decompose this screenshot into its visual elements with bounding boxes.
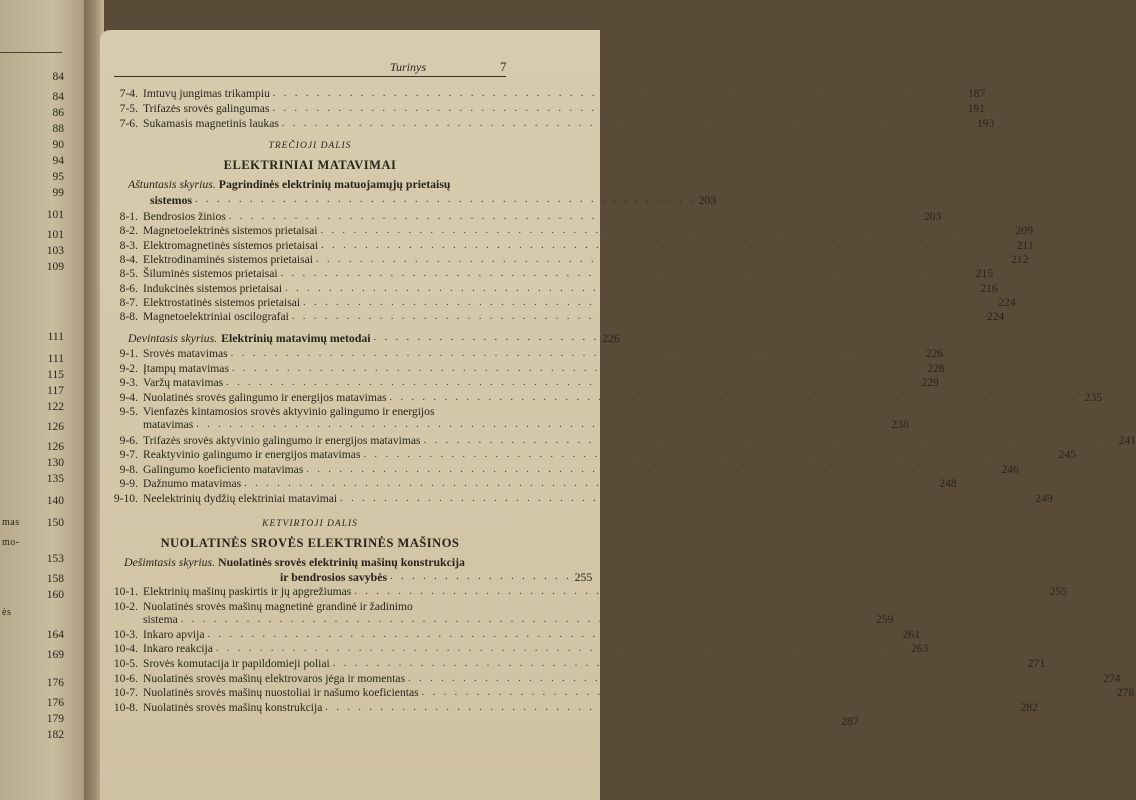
left-page-row (0, 628, 64, 642)
entry-title: Elektrodinaminės sistemos prietaisai (143, 252, 314, 266)
chapter8-title-line2: sistemos (150, 193, 192, 207)
entry-title: Varžų matavimas (143, 376, 224, 390)
leader-dots (321, 239, 1009, 253)
entry-number: 8-7. (119, 295, 138, 309)
entry-title-line2: sistema (143, 612, 178, 626)
left-page-row (0, 456, 64, 470)
toc-entry (100, 238, 1034, 253)
part4-title: NUOLATINĖS SROVĖS ELEKTRINĖS MAŠINOS (160, 536, 460, 550)
left-page-row (0, 90, 64, 104)
left-page-row (0, 170, 64, 184)
leader-dots (226, 376, 914, 390)
entry-page: 229 (921, 376, 939, 390)
left-page-number: 94 (52, 155, 64, 167)
toc-entry (100, 295, 1016, 310)
chapter8-heading-line2 (150, 193, 717, 207)
entry-page: 215 (975, 267, 994, 281)
left-page-row (0, 648, 64, 662)
chapter10-title-line1: Nuolatinės srovės elektrinių mašinų konstrukcija (218, 555, 465, 569)
left-page-row (0, 154, 64, 168)
leader-dots (316, 253, 1004, 267)
part4-label: KETVIRTOJI DALIS (262, 519, 358, 529)
toc-entry (100, 600, 506, 614)
chapter10-heading (124, 555, 465, 569)
toc-entry (100, 310, 1005, 324)
entry-number: 10-4. (113, 642, 138, 656)
toc-entry (100, 642, 929, 656)
entry-page: 193 (977, 117, 995, 130)
entry-title: Vienfazės kintamosios srovės aktyvinio galingumo ir energijos (143, 405, 435, 419)
part3-title: ELEKTRINIAI MATAVIMAI (223, 158, 397, 172)
leader-dots (273, 87, 961, 101)
entry-number: 8-4. (119, 252, 138, 266)
chapter9-title: Elektrinių matavimų metodai (221, 331, 371, 345)
toc-entry (100, 102, 985, 116)
toc-entry (100, 347, 944, 361)
leader-dots (272, 102, 960, 116)
left-page-number: 109 (46, 261, 64, 273)
entry-title: Srovės komutacija ir papildomieji poliai (143, 657, 330, 670)
chapter8-title-line1: Pagrindinės elektrinių matuojamųjų prietaisų (218, 177, 451, 191)
entry-page: 282 (1020, 700, 1038, 714)
toc-entry (100, 462, 1019, 477)
leader-dots (303, 296, 991, 310)
left-page-number: 115 (47, 369, 64, 381)
entry-title-line2: matavimas (143, 418, 194, 432)
entry-page: 248 (939, 477, 957, 491)
entry-title: Neelektrinių dydžių elektriniai matavimai (143, 492, 338, 505)
entry-number: 9-7. (119, 448, 138, 462)
left-page-number: 111 (47, 331, 64, 343)
left-page-row (0, 472, 64, 486)
left-page-number: 111 (47, 353, 64, 365)
toc-entry (100, 715, 859, 729)
left-page-number: 140 (46, 495, 64, 507)
entry-title: Nuolatinės srovės mašinų elektrovaros jėga ir momentas (143, 671, 406, 685)
entry-title: Srovės matavimas (143, 347, 228, 360)
left-page-row (0, 368, 64, 382)
entry-title: Trifazės srovės aktyvinio galingumo ir energijos matavimas (143, 433, 421, 447)
entry-title: Dažnumo matavimas (143, 477, 242, 491)
left-page-row (0, 138, 64, 152)
leader-dots (333, 657, 1021, 671)
entry-number: 7-6. (119, 117, 138, 130)
leader-dots: . . . . . . . . . . . . . . . . . (390, 571, 572, 582)
entry-number: 7-4. (119, 87, 138, 100)
entry-number: 9-6. (119, 433, 138, 447)
entry-page: 216 (980, 281, 998, 295)
leader-dots (424, 434, 1112, 448)
entry-number: 9-9. (119, 477, 138, 491)
entry-number: 9-4. (119, 390, 138, 404)
left-page-number: 84 (52, 71, 64, 83)
leader-dots (306, 463, 994, 477)
left-page-number: 95 (52, 171, 64, 183)
entry-number: 8-3. (119, 238, 138, 252)
left-page-row (0, 588, 64, 602)
entry-page: 278 (1116, 686, 1135, 700)
entry-number: 10-6. (113, 671, 138, 685)
entry-page: 287 (841, 715, 859, 729)
toc-entry (100, 224, 1034, 238)
entry-title: Inkaro reakcija (143, 642, 213, 656)
chapter9-page: 226 (602, 331, 620, 345)
left-page-number: 179 (46, 713, 64, 725)
entry-page: 235 (1084, 390, 1103, 404)
left-page-number: 176 (46, 697, 64, 709)
chapter8-page: 203 (698, 193, 717, 207)
leader-dots (231, 347, 919, 361)
entry-title: Įtampų matavimas (143, 361, 229, 375)
entry-page: 271 (1027, 657, 1046, 670)
entry-title: Nuolatinės srovės galingumo ir energijos matavimas (143, 390, 387, 404)
left-page-row (0, 606, 64, 620)
leader-dots (207, 628, 895, 642)
left-page-row (0, 186, 64, 200)
toc-entry (100, 671, 1121, 686)
entry-number: 10-2. (113, 599, 138, 613)
entry-page: 228 (927, 361, 945, 375)
entry-title: Sukamasis magnetinis laukas (143, 117, 279, 130)
toc-entry (100, 477, 957, 491)
leader-dots (282, 117, 970, 131)
left-page-number: 153 (46, 553, 64, 565)
leader-dots: . . . . . . . . . . . . . . . . . . . . . . . . . . . . . . . . . . . . . . . . . . . . . . (194, 194, 696, 205)
left-page-number: 101 (46, 209, 64, 221)
entry-number: 8-6. (119, 281, 138, 295)
entry-title: Galingumo koeficiento matavimas (143, 462, 304, 476)
entry-number: 9-3. (119, 376, 138, 390)
entry-title: Trifazės srovės galingumas (143, 102, 270, 115)
entry-title: Reaktyvinio galingumo ir energijos matavimas (143, 448, 361, 462)
entry-page: 224 (986, 310, 1005, 324)
entry-page: 274 (1103, 671, 1121, 685)
left-page-row (0, 712, 64, 726)
left-page-number: 122 (46, 401, 64, 413)
entry-page: 259 (875, 612, 894, 626)
toc-entry (100, 376, 939, 390)
toc-entry (100, 657, 1046, 671)
left-page-row (0, 552, 64, 566)
page-number: 7 (500, 59, 507, 74)
left-page-number: 158 (46, 573, 64, 585)
entry-title: Nuolatinės srovės mašinų nuostoliai ir našumo koeficientas (143, 686, 419, 700)
entry-page: 187 (967, 87, 986, 100)
leader-dots (285, 282, 973, 296)
toc-entry (100, 210, 942, 224)
left-page-fragment: ės (2, 607, 12, 618)
left-page-row (0, 330, 64, 344)
toc-entry (100, 281, 998, 296)
entry-title: Indukcinės sistemos prietaisai (143, 281, 283, 295)
leader-dots (325, 701, 1013, 715)
entry-number: 8-5. (119, 267, 138, 281)
entry-page: 263 (910, 642, 929, 656)
entry-page: 245 (1058, 448, 1076, 462)
left-page-fragment: mo- (2, 537, 20, 548)
chapter10-heading-line2 (280, 570, 593, 584)
left-page-row (0, 572, 64, 586)
entry-title: Nuolatinės srovės mašinų konstrukcija (143, 700, 323, 714)
left-page-row (0, 420, 64, 434)
left-page-fragment: mas (2, 517, 20, 528)
entry-number: 9-2. (119, 361, 138, 375)
entry-title: Magnetoelektrinės sistemos prietaisai (143, 224, 318, 238)
toc-entry (100, 585, 1067, 599)
leader-dots: . . . . . . . . . . . . . . . . . . . . . (373, 332, 600, 343)
entry-title: Šiluminės sistemos prietaisai (143, 267, 278, 281)
entry-page: 241 (1118, 433, 1136, 447)
toc-entry (100, 267, 994, 281)
entry-number: 9-10. (113, 492, 138, 505)
left-page-number: 84 (52, 91, 64, 103)
left-page-row (0, 440, 64, 454)
toc-entry (100, 390, 1103, 405)
toc-entry (100, 686, 1135, 700)
leader-dots (354, 585, 1042, 599)
left-page-number: 126 (46, 421, 64, 433)
entry-number: 8-8. (119, 310, 138, 324)
toc-entry-continuation (143, 418, 909, 432)
left-page-number: 150 (46, 517, 64, 529)
left-page-row (0, 400, 64, 414)
left-page (0, 0, 88, 800)
left-page-number: 169 (46, 649, 64, 661)
entry-page: 224 (998, 295, 1016, 309)
entry-number: 10-7. (113, 686, 138, 700)
left-page-rule (0, 52, 62, 53)
toc-entry (100, 405, 506, 419)
entry-page: 209 (1015, 224, 1034, 238)
leader-dots (340, 492, 1028, 506)
left-page-row (0, 208, 64, 222)
table-of-contents (100, 30, 1136, 800)
left-page-row (0, 516, 64, 530)
left-page-number: 88 (52, 123, 64, 135)
right-page (100, 30, 1136, 800)
toc-entry (100, 252, 1029, 267)
toc-entry (100, 117, 995, 131)
left-page-row (0, 70, 64, 84)
left-page-row (0, 536, 64, 550)
entry-number: 9-8. (119, 462, 138, 476)
leader-dots (292, 310, 980, 324)
toc-entry (100, 700, 1038, 715)
entry-page: 238 (891, 418, 909, 432)
left-page-row (0, 106, 64, 120)
chapter10-page: 255 (574, 570, 593, 584)
leader-dots (281, 267, 969, 281)
entry-number: 9-1. (119, 347, 138, 360)
leader-dots (229, 210, 917, 224)
left-page-row (0, 696, 64, 710)
toc-entry (100, 433, 1136, 448)
left-page-number: 101 (46, 229, 64, 241)
left-page-row (0, 494, 64, 508)
left-page-number: 176 (46, 677, 64, 689)
left-page-number: 182 (46, 729, 64, 741)
header-rule (114, 76, 506, 77)
entry-title: Elektrostatinės sistemos prietaisai (143, 295, 301, 309)
entry-number: 10-1. (113, 585, 138, 598)
left-page-number: 160 (46, 589, 64, 601)
leader-dots (408, 672, 1096, 686)
chapter8-heading (128, 177, 450, 191)
left-page-row (0, 122, 64, 136)
entry-title: Inkaro apvija (143, 627, 205, 641)
left-page-number: 103 (46, 245, 64, 257)
running-header: Turinys (390, 60, 427, 74)
entry-page: 203 (923, 210, 942, 223)
entry-number: 8-1. (119, 210, 138, 223)
entry-title: Magnetoelektriniai oscilografai (143, 310, 289, 324)
toc-entry (100, 87, 986, 101)
leader-dots (321, 224, 1009, 238)
leader-dots (244, 477, 932, 491)
entry-page: 191 (967, 102, 985, 115)
leader-dots (181, 613, 869, 627)
entry-title: Imtuvų jungimas trikampiu (143, 87, 270, 100)
left-page-number: 99 (52, 187, 64, 199)
part3-label: TREČIOJI DALIS (268, 141, 352, 151)
leader-dots (232, 362, 920, 376)
entry-number: 10-3. (113, 627, 138, 641)
chapter9-heading (128, 331, 620, 345)
toc-entry (100, 361, 945, 376)
left-page-number: 130 (46, 457, 64, 469)
toc-entry (100, 627, 920, 642)
entry-page: 255 (1049, 585, 1067, 598)
entry-title: Elektrinių mašinų paskirtis ir jų apgrežiumas (143, 585, 352, 598)
chapter8-label: Aštuntasis skyrius. (128, 177, 216, 191)
chapter9-label: Devintasis skyrius. (128, 331, 218, 345)
left-page-number: 126 (46, 441, 64, 453)
chapter10-label: Dešimtasis skyrius. (124, 555, 216, 569)
entry-page: 246 (1001, 462, 1019, 476)
leader-dots (422, 686, 1110, 700)
entry-page: 261 (902, 627, 920, 641)
left-page-number: 135 (46, 473, 64, 485)
left-page-row (0, 352, 64, 366)
left-page-number: 117 (47, 385, 64, 397)
entry-number: 10-8. (113, 700, 138, 714)
entry-page: 226 (925, 347, 944, 360)
left-page-row (0, 228, 64, 242)
left-page-number: 86 (52, 107, 64, 119)
toc-entry (100, 448, 1076, 462)
entry-number: 7-5. (119, 102, 138, 115)
entry-page: 249 (1035, 492, 1053, 505)
left-page-number: 90 (52, 139, 64, 151)
entry-title: Nuolatinės srovės mašinų magnetinė grandinė ir žadinimo (143, 599, 413, 613)
entry-page: 212 (1011, 252, 1029, 266)
toc-entry (100, 492, 1053, 506)
left-page-number: 164 (46, 629, 64, 641)
entry-title: Bendrosios žinios (143, 210, 226, 223)
leader-dots (390, 391, 1078, 405)
entry-number: 8-2. (119, 224, 138, 238)
toc-entry-continuation (143, 612, 894, 627)
entry-title: Elektromagnetinės sistemos prietaisai (143, 238, 319, 252)
entry-number: 9-5. (119, 405, 138, 419)
left-page-row (0, 384, 64, 398)
chapter10-title-line2: ir bendrosios savybės (280, 570, 388, 584)
left-page-row (0, 244, 64, 258)
entry-page: 211 (1016, 238, 1034, 252)
left-page-row (0, 728, 64, 742)
left-page-row (0, 676, 64, 690)
leader-dots (363, 448, 1051, 462)
left-page-row (0, 260, 64, 274)
leader-dots (196, 418, 884, 432)
entry-number: 10-5. (113, 657, 138, 670)
leader-dots (216, 642, 904, 656)
